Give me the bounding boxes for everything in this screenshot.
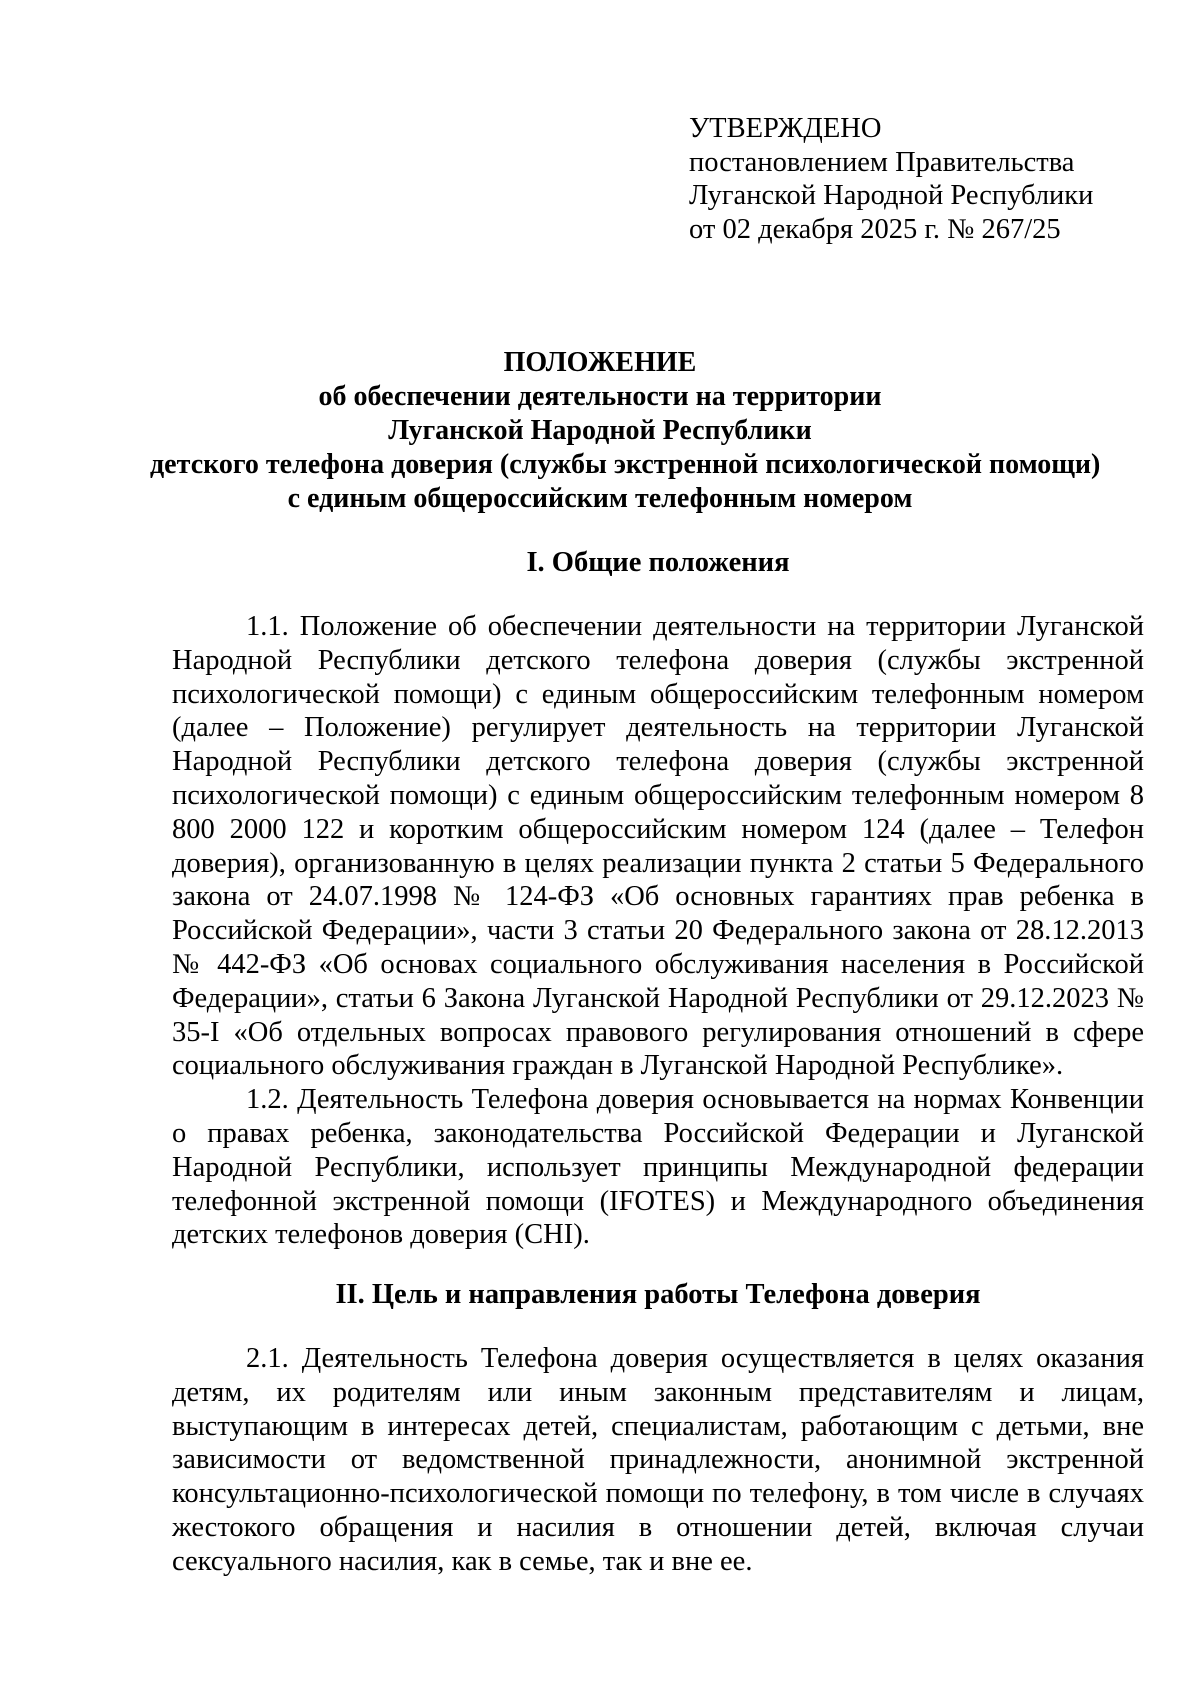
title-line-2: об обеспечении деятельности на территории [318, 381, 882, 412]
section-heading-general: I. Общие положения [526, 547, 790, 578]
paragraph-1-1: 1.1. Положение об обеспечении деятельности на территории Луганской Народной Республики детского телефона доверия (службы экстренной психологической помощи) с единым общероссийским телефонным номером (далее – Положение) регулирует деятельность на территории Луганской Народной Республики детского телефона доверия (службы экстренной психологической помощи) с единым общероссийским телефонным номером 8 800 2000 122 и коротким общероссийским номером 124 (далее – Телефон доверия), организованную в целях реализации пункта 2 статьи 5 Федерального закона от 24.07.1998 № 124-ФЗ «Об основных гарантиях прав ребенка в Российской Федерации», части 3 статьи 20 Федерального закона от 28.12.2013 № 442-ФЗ «Об основах социального обслуживания населения в Российской Федерации», статьи 6 Закона Луганской Народной Республики от 29.12.2023 № 35-I «Об отдельных вопросах правового регулирования отношений в сфере социального обслуживания граждан в Луганской Народной Республике». [172, 611, 1144, 1082]
approval-line-republic: Луганской Народной Республики [689, 180, 1094, 211]
document-title [150, 346, 1101, 516]
approval-line-approved: УТВЕРЖДЕНО [689, 113, 882, 144]
section-body-goals [172, 1342, 1144, 1579]
paragraph-1-2: 1.2. Деятельность Телефона доверия основывается на нормах Конвенции о правах ребенка, законодательства Российской Федерации и Луганской Народной Республики, использует принципы Международной федерации телефонной экстренной помощи (IFOTES) и Международного объединения детских телефонов доверия (CHI). [172, 1084, 1144, 1251]
title-line-1: ПОЛОЖЕНИЕ [503, 347, 697, 378]
approval-stamp [689, 112, 1159, 246]
title-line-4: детского телефона доверия (службы экстренной психологической помощи) [150, 449, 1101, 480]
approval-line-date-number: от 02 декабря 2025 г. № 267/25 [689, 213, 1061, 245]
section-body-general [172, 610, 1144, 1252]
title-line-5: с единым общероссийским телефонным номером [287, 483, 913, 514]
title-line-3: Луганской Народной Республики [388, 415, 812, 446]
approval-line-resolution: постановлением Правительства [689, 146, 1075, 178]
paragraph-2-1: 2.1. Деятельность Телефона доверия осуществляется в целях оказания детям, их родителям или иным законным представителям и лицам, выступающим в интересах детей, специалистам, работающим с детьми, вне зависимости от ведомственной принадлежности, анонимной экстренной консультационно-психологической помощи по телефону, в том числе в случаях жестокого обращения и насилия в отношении детей, включая случаи сексуального насилия, как в семье, так и вне ее. [172, 1343, 1144, 1577]
section-heading-goals: II. Цель и направления работы Телефона доверия [335, 1279, 981, 1310]
